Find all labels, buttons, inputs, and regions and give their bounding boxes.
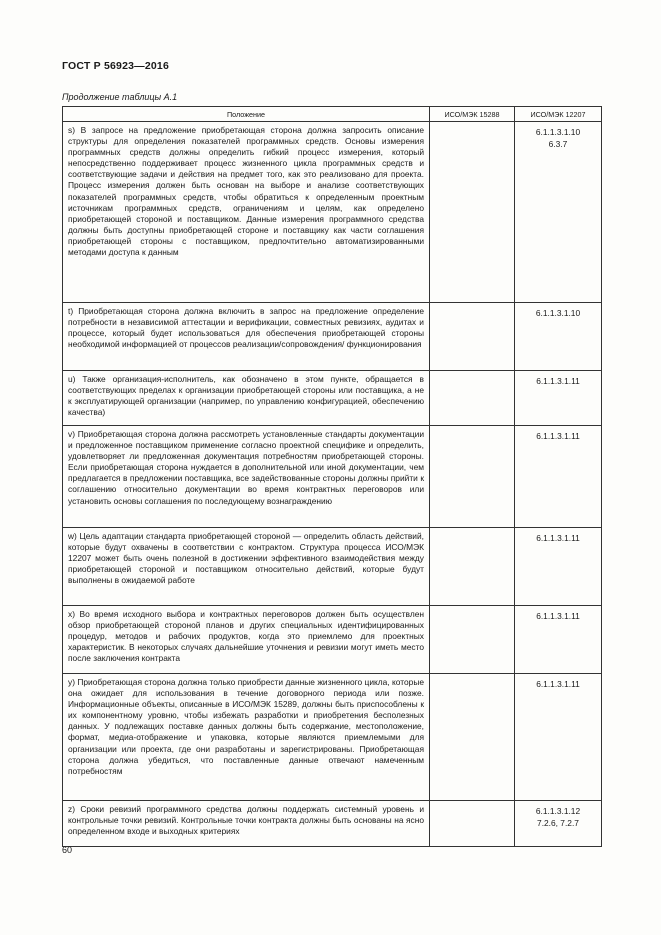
iso12207-cell (515, 528, 602, 606)
iso12207-cell (515, 303, 602, 371)
table-row (63, 426, 602, 528)
iso12207-ref: 6.1.1.3.1.12 (535, 806, 581, 816)
table-row (63, 303, 602, 371)
column-header-iso15288: ИСО/МЭК 15288 (430, 107, 515, 122)
requirements-table (62, 106, 602, 847)
iso15288-cell (430, 122, 515, 303)
iso12207-cell (515, 122, 602, 303)
iso15288-cell (430, 606, 515, 674)
provision-cell: t) Приобретающая сторона должна включить в запрос на предложение определение потребности в независимой аттестации и верификации, совместных ревизиях, аудитах и процессе, который будет использоваться для обеспечения приобретающей стороны необходимой информацией от процессов реализации/сопровождения/ функционирования (63, 303, 430, 371)
iso12207-cell (515, 674, 602, 801)
provision-cell: y) Приобретающая сторона должна только приобрести данные жизненного цикла, которые она ожидает для использования в течение договорного периода или позже. Информационные объекты, описанные в ИСО/МЭК 15289, должны быть приспособлены к их компонентному уровню, чтобы избежать разработки и приобретения бесполезных данных. У подлежащих поставке данных должны быть содержание, местоположение, формат, медиа-отображение и упаковка, которые являются приемлемыми для организации или проекта, где они разработаны и зарегистрированы. Приобретающая сторона должна убедиться, что поставленные данные отвечают намеченным потребностям (63, 674, 430, 801)
standard-number: ГОСТ Р 56923—2016 (62, 60, 170, 72)
column-header-iso12207: ИСО/МЭК 12207 (515, 107, 602, 122)
provision-cell: w) Цель адаптации стандарта приобретающей стороной — определить область действий, которые будут охвачены в соответствии с контрактом. Структура процесса ИСО/МЭК 12207 может быть очень полезной в достижении эффективного взаимодействия между приобретающей стороной и поставщиком относительно действий, которые будут выполнены в ожидаемой работе (63, 528, 430, 606)
table-row (63, 606, 602, 674)
provision-cell: z) Сроки ревизий программного средства должны поддержать системный уровень и контрольные точки ревизий. Контрольные точки контракта должны быть основаны на ясно определенном входе и выходных критериях (63, 801, 430, 847)
iso15288-cell (430, 371, 515, 426)
iso15288-cell (430, 426, 515, 528)
iso15288-cell (430, 528, 515, 606)
iso12207-ref-secondary: 7.2.6, 7.2.7 (537, 818, 579, 828)
table-row (63, 122, 602, 303)
column-header-provision: Положение (63, 107, 430, 122)
table-header-row (63, 107, 602, 122)
iso12207-cell (515, 371, 602, 426)
provision-cell: u) Также организация-исполнитель, как обозначено в этом пункте, обращается в соответствующих пределах к организации приобретающей стороны или поставщика, а не к эксплуатирующей организации (например, по управлению конфигурацией, обеспечению качества) (63, 371, 430, 426)
provision-cell: v) Приобретающая сторона должна рассмотреть установленные стандарты документации и предложенное поставщиком применение согласно проектной специфике и определить, удовлетворяет ли предложенная документация потребностям приобретающей стороны. Если приобретающая сторона нуждается в дополнительной или иной документации, чем предлагается в предложении поставщика, все задействованные стороны должны прийти к соглашению относительно документации во время контрактных переговоров или установить основы соглашения по последующему вознаграждению (63, 426, 430, 528)
provision-cell: s) В запросе на предложение приобретающая сторона должна запросить описание структуры для определения показателей программных средств. Основы измерения программных средств должны определить гибкий процесс измерения, который непосредственно поддерживает процесс жизненного цикла программных средств и соответствующие задачи и действия на предмет того, как это реализовано для проекта. Процесс измерения должен быть основан на выборе и анализе соответствующих показателей программных средств, чтобы обратиться к определенным проектным источникам программных средств, ограничениям и целям, как определено приобретающей стороной и поставщиком. Данные измерения программного средства должны быть доступны приобретающей стороне и поставщику как части соглашения приобретающей стороны с поставщиком, предпочтительно автоматизированными методами доступа к данным (63, 122, 430, 303)
iso12207-ref: 6.1.1.3.1.11 (536, 431, 580, 441)
table-row (63, 674, 602, 801)
iso12207-ref: 6.1.1.3.1.10 (535, 127, 581, 137)
provision-cell: x) Во время исходного выбора и контрактных переговоров должен быть осуществлен обзор приобретающей стороной планов и других специальных идентифицированных процедур, методов и рабочих продуктов, когда это приемлемо для проектных характеристик. В некоторых случаях дальнейшие уточнения и ревизии могут иметь место после заключения контракта (63, 606, 430, 674)
iso12207-cell (515, 801, 602, 847)
iso12207-ref: 6.1.1.3.1.11 (536, 611, 580, 621)
iso12207-cell (515, 426, 602, 528)
iso12207-ref: 6.1.1.3.1.11 (536, 533, 580, 543)
iso15288-cell (430, 674, 515, 801)
iso12207-ref: 6.1.1.3.1.11 (536, 679, 580, 689)
iso12207-ref-secondary: 6.3.7 (548, 139, 568, 149)
iso15288-cell (430, 303, 515, 371)
iso12207-cell (515, 606, 602, 674)
table-row (63, 801, 602, 847)
table-row (63, 528, 602, 606)
page-number: 60 (62, 845, 73, 855)
iso12207-ref: 6.1.1.3.1.10 (535, 308, 581, 318)
iso15288-cell (430, 801, 515, 847)
iso12207-ref: 6.1.1.3.1.11 (536, 376, 580, 386)
table-row (63, 371, 602, 426)
table-continuation-label: Продолжение таблицы А.1 (62, 92, 178, 102)
